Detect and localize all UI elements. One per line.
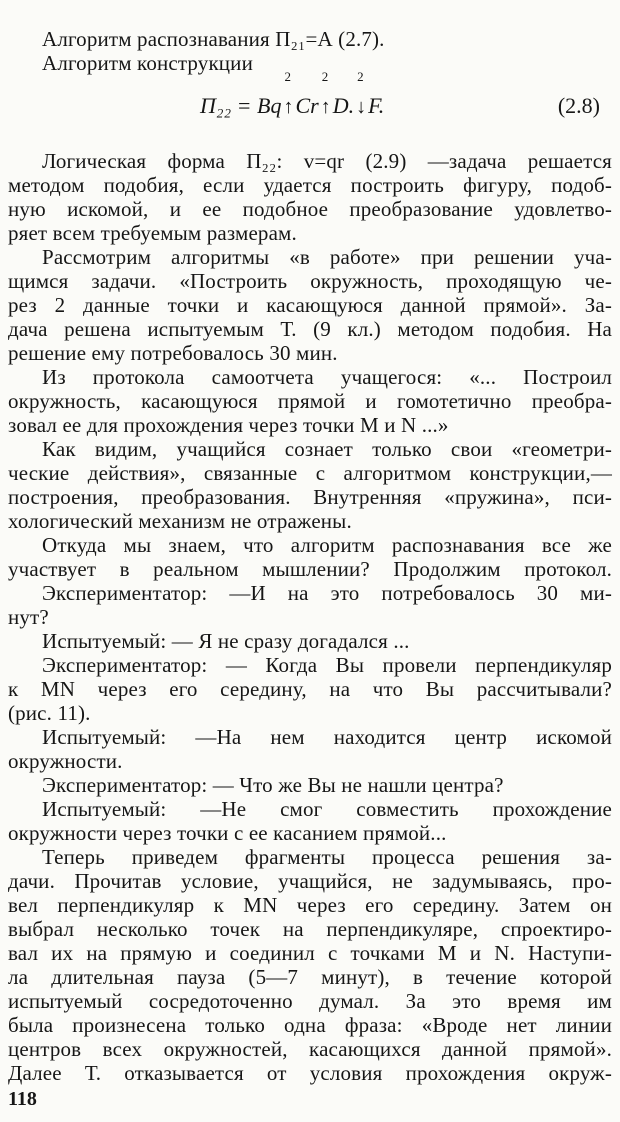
text-line: ла длительная пауза (5—7 минут), в течение которой [8, 965, 612, 989]
text-line: Экспериментатор: — Когда Вы провели перпендикуляр [42, 653, 612, 677]
text-line: дачи. Прочитав условие, учащийся, не задумываясь, про- [8, 869, 612, 893]
formula-cr: Cr [295, 93, 319, 118]
text-line: окружность, касающуюся прямой и гомотетично преобра- [8, 389, 612, 413]
formula-d: D. [332, 93, 355, 118]
formula-2-8 [200, 69, 600, 127]
header-line-2: Алгоритм конструкции [42, 51, 253, 75]
text-line: методом подобия, если удается построить фигуру, подоб- [8, 173, 612, 197]
text-line: Экспериментатор: —И на это потребовалось 30 ми- [42, 581, 612, 605]
text-line: ческие действия», связанные с алгоритмом конструкции,— [8, 461, 612, 485]
text-line: ряет всем требуемым размерам. [8, 221, 297, 245]
formula-f: F. [368, 93, 385, 118]
text-line: вел перпендикуляр к MN через его середину. Затем он [8, 893, 612, 917]
up-arrow-icon: 2 ↑ [283, 69, 294, 118]
text-line: нут? [8, 605, 49, 629]
text-line: Испытуемый: —Не смог совместить прохождение [42, 797, 612, 821]
text-line: ную искомой, и ее подобное преобразование удовлетво- [8, 197, 612, 221]
text-line: Экспериментатор: — Что же Вы не нашли центра? [42, 773, 504, 797]
text-line: вал их на прямую и соединил с точками M и N. Наступи- [8, 941, 612, 965]
up-arrow-icon: 2 ↑ [320, 69, 331, 118]
text-line: окружности через точки с ее касанием прямой... [8, 821, 447, 845]
text-line: окружности. [8, 749, 123, 773]
text-line: к MN через его середину, на что Вы рассчитывали? [8, 677, 612, 701]
text-line: рез 2 данные точки и касающуюся данной прямой». За- [8, 293, 612, 317]
text-line: выбрал несколько точек на перпендикуляре, спроектиро- [8, 917, 612, 941]
text-line: щимся задачи. «Построить окружность, проходящую че- [8, 269, 612, 293]
down-arrow-icon: 2 ↓ [356, 69, 367, 118]
text-line: участвует в реальном мышлении? Продолжим протокол. [8, 557, 612, 581]
text-line: дача решена испытуемым Т. (9 кл.) методом подобия. На [8, 317, 612, 341]
text-line: Далее Т. отказывается от условия прохождения окруж- [8, 1061, 612, 1085]
page-number: 118 [8, 1088, 37, 1110]
text-line: Испытуемый: — Я не сразу догадался ... [42, 629, 410, 653]
text-line: Теперь приведем фрагменты процесса решения за- [42, 845, 612, 869]
text-line: Логическая форма П₂₂: v=qr (2.9) —задача решается [42, 149, 612, 173]
text-line: Как видим, учащийся сознает только свои «геометри- [42, 437, 612, 461]
text-line: испытуемый сосредоточенно думал. За это время им [8, 989, 612, 1013]
text-line: зовал ее для прохождения через точки M и N ...» [8, 413, 449, 437]
text-line: Из протокола самоотчета учащегося: «... Построил [42, 365, 612, 389]
formula-number: (2.8) [557, 93, 600, 118]
text-line: центров всех окружностей, касающихся данной прямой». [8, 1037, 612, 1061]
text-line: Испытуемый: —На нем находится центр искомой [42, 725, 612, 749]
text-line: Откуда мы знаем, что алгоритм распознавания все же [42, 533, 612, 557]
text-line: решение ему потребовалось 30 мин. [8, 341, 338, 365]
text-line: построения, преобразования. Внутренняя «пружина», пси- [8, 485, 612, 509]
header-line-1: Алгоритм распознавания П₂₁=А (2.7). [42, 27, 385, 51]
text-line: хологический механизм не отражены. [8, 509, 352, 533]
formula-lhs: П₂₂ = Bq [200, 93, 282, 118]
text-line: (рис. 11). [8, 701, 91, 725]
text-line: была произнесена только одна фраза: «Вроде нет линии [8, 1013, 612, 1037]
text-line: Рассмотрим алгоритмы «в работе» при решении уча- [42, 245, 612, 269]
formula-expression [200, 69, 385, 128]
